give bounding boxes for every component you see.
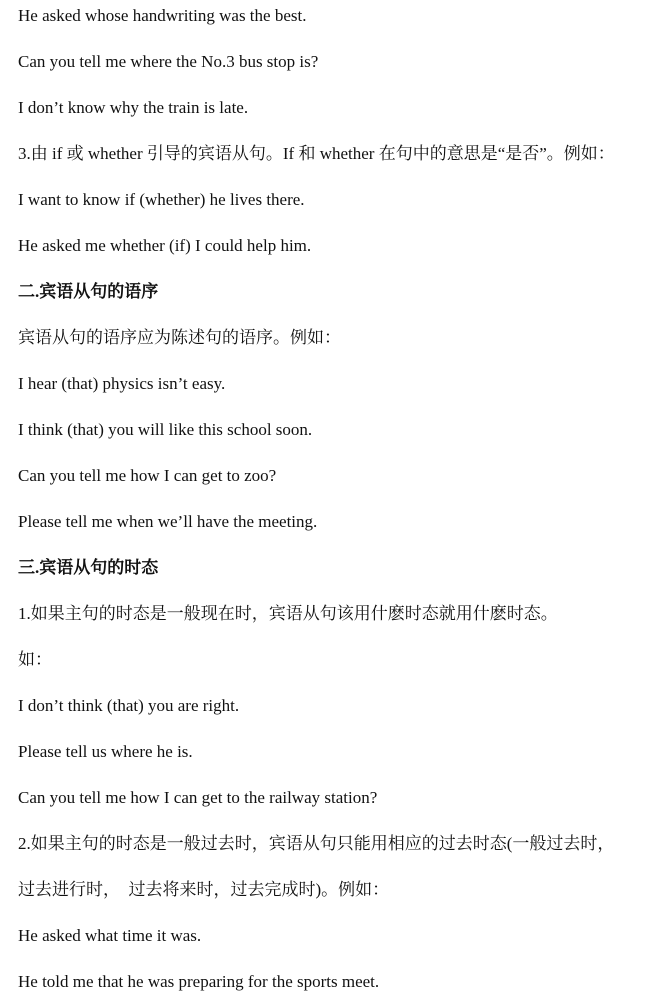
rule-text: 如： xyxy=(18,650,52,669)
example-sentence: I don’t think (that) you are right. xyxy=(18,696,240,715)
example-sentence: I hear (that) physics isn’t easy. xyxy=(18,374,226,393)
rule-text: 2.如果主句的时态是一般过去时，宾语从句只能用相应的过去时态(一般过去时， xyxy=(18,834,615,853)
example-sentence: I don’t know why the train is late. xyxy=(18,98,249,117)
example-sentence: He told me that he was preparing for the sports meet. xyxy=(18,972,380,991)
example-sentence: Please tell us where he is. xyxy=(18,742,193,761)
example-sentence: Can you tell me how I can get to the railway station? xyxy=(18,788,378,807)
rule-text: 过去进行时， 过去将来时，过去完成时)。例如： xyxy=(18,880,390,899)
rule-text: 1.如果主句的时态是一般现在时，宾语从句该用什麽时态就用什麽时态。 xyxy=(18,604,558,623)
example-sentence: Can you tell me how I can get to zoo? xyxy=(18,466,277,485)
section-heading: 三.宾语从句的时态 xyxy=(18,558,159,577)
section-heading: 二.宾语从句的语序 xyxy=(18,282,159,301)
example-sentence: He asked what time it was. xyxy=(18,926,202,945)
example-sentence: I want to know if (whether) he lives there. xyxy=(18,190,305,209)
example-sentence: Please tell me when we’ll have the meeting. xyxy=(18,512,318,531)
rule-text: 宾语从句的语序应为陈述句的语序。例如： xyxy=(18,328,341,347)
example-sentence: Can you tell me where the No.3 bus stop is? xyxy=(18,52,319,71)
example-sentence: I think (that) you will like this school soon. xyxy=(18,420,313,439)
example-sentence: He asked whose handwriting was the best. xyxy=(18,6,307,25)
example-sentence: He asked me whether (if) I could help him. xyxy=(18,236,312,255)
rule-text: 3.由 if 或 whether 引导的宾语从句。If 和 whether 在句中的意思是“是否”。例如： xyxy=(18,144,615,163)
